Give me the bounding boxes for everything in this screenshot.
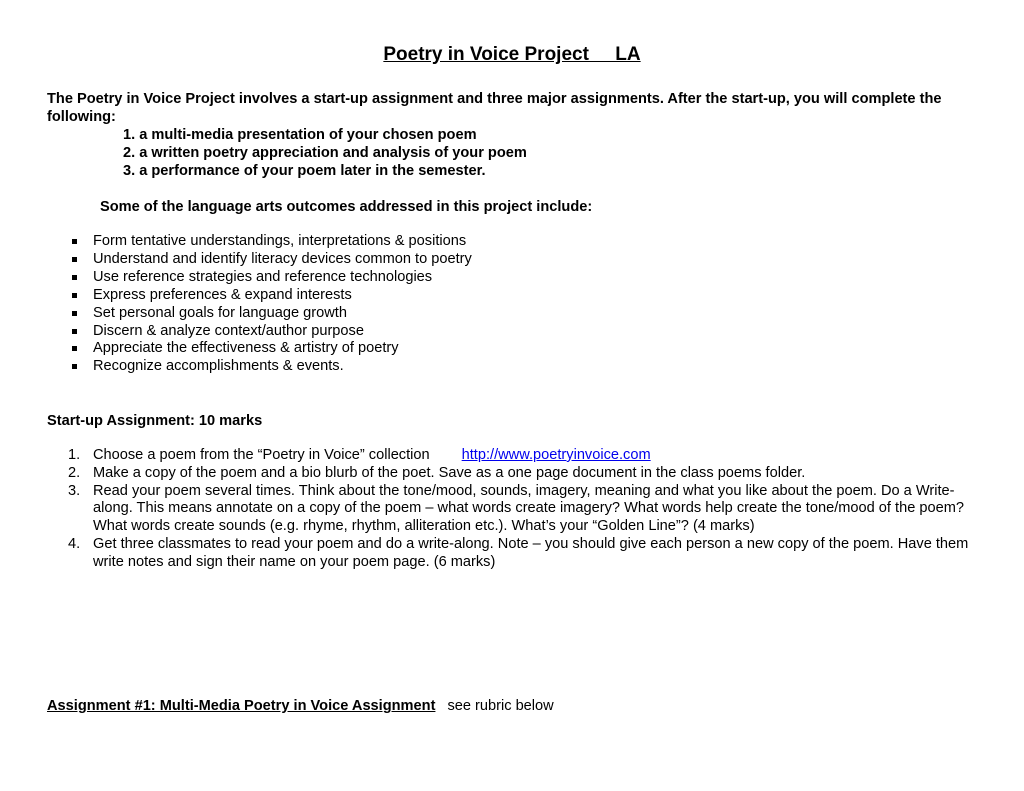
outcomes-list — [70, 233, 472, 376]
bullet-square-icon — [72, 275, 77, 280]
step-text: Choose a poem from the “Poetry in Voice” collection — [93, 447, 430, 463]
step-text: Make a copy of the poem and a bio blurb of the poet. Save as a one page document in the class poems folder. — [93, 464, 806, 481]
list-item-text: Understand and identify literacy devices common to poetry — [93, 250, 472, 267]
outcomes-heading: Some of the language arts outcomes addressed in this project include: — [100, 199, 593, 215]
bullet-square-icon — [72, 311, 77, 316]
list-item — [70, 323, 472, 341]
numbered-item: 1. a multi-media presentation of your chosen poem — [123, 127, 477, 143]
bullet-square-icon — [72, 329, 77, 334]
list-item-text: Express preferences & expand interests — [93, 286, 352, 303]
assignment-1-note: see rubric below — [447, 698, 554, 714]
bullet-square-icon — [72, 257, 77, 262]
assignment-numbered-list — [123, 126, 527, 180]
list-item-text: Form tentative understandings, interpretations & positions — [93, 233, 467, 249]
startup-heading: Start-up Assignment: 10 marks — [47, 413, 263, 429]
bullet-square-icon — [72, 239, 77, 244]
list-item-text: Use reference strategies and reference technologies — [93, 268, 433, 285]
list-item — [70, 287, 472, 305]
page-title: Poetry in Voice Project LA — [383, 44, 641, 65]
step-item — [68, 536, 988, 572]
step-text-container — [93, 447, 988, 465]
list-item-text: Discern & analyze context/author purpose — [93, 322, 364, 339]
list-item — [70, 233, 472, 251]
list-item-text: Appreciate the effectiveness & artistry of poetry — [93, 340, 399, 357]
numbered-item: 3. a performance of your poem later in the semester. — [123, 163, 486, 179]
step-item — [68, 483, 988, 536]
bullet-square-icon — [72, 346, 77, 351]
bullet-square-icon — [72, 364, 77, 369]
list-item — [70, 340, 472, 358]
step-number: 2. — [68, 464, 81, 481]
bullet-square-icon — [72, 293, 77, 298]
list-item-text: Set personal goals for language growth — [93, 304, 347, 321]
list-item — [70, 305, 472, 323]
step-text: Get three classmates to read your poem and do a write-along. Note – you should give each person a new copy of the poem. Have them write notes and sign their name on your poem page. (6 marks) — [93, 535, 969, 570]
step-item — [68, 465, 988, 483]
startup-steps-list — [68, 447, 988, 572]
intro-paragraph: The Poetry in Voice Project involves a start-up assignment and three major assignments. After the start-up, you will complete the following: — [47, 91, 942, 125]
numbered-item: 2. a written poetry appreciation and analysis of your poem — [123, 145, 527, 161]
step-text: Read your poem several times. Think about the tone/mood, sounds, imagery, meaning and what you like about the poem. Do a Write-along. This means annotate on a copy of the poem – what words create imagery? What words help create the tone/mood of the poem? What words create sounds (e.g. rhyme, rhythm, alliteration etc.). What’s your “Golden Line”? (4 marks) — [93, 482, 965, 535]
list-item — [70, 251, 472, 269]
list-item — [70, 269, 472, 287]
assignment-1-heading-line — [47, 697, 554, 715]
poetry-in-voice-link[interactable]: http://www.poetryinvoice.com — [461, 447, 651, 463]
step-item — [68, 447, 988, 465]
step-number: 3. — [68, 482, 81, 499]
list-item-text: Recognize accomplishments & events. — [93, 358, 344, 375]
assignment-1-title: Assignment #1: Multi-Media Poetry in Voice Assignment — [47, 698, 436, 714]
step-number: 4. — [68, 535, 81, 552]
list-item — [70, 358, 472, 376]
step-number: 1. — [68, 447, 81, 463]
